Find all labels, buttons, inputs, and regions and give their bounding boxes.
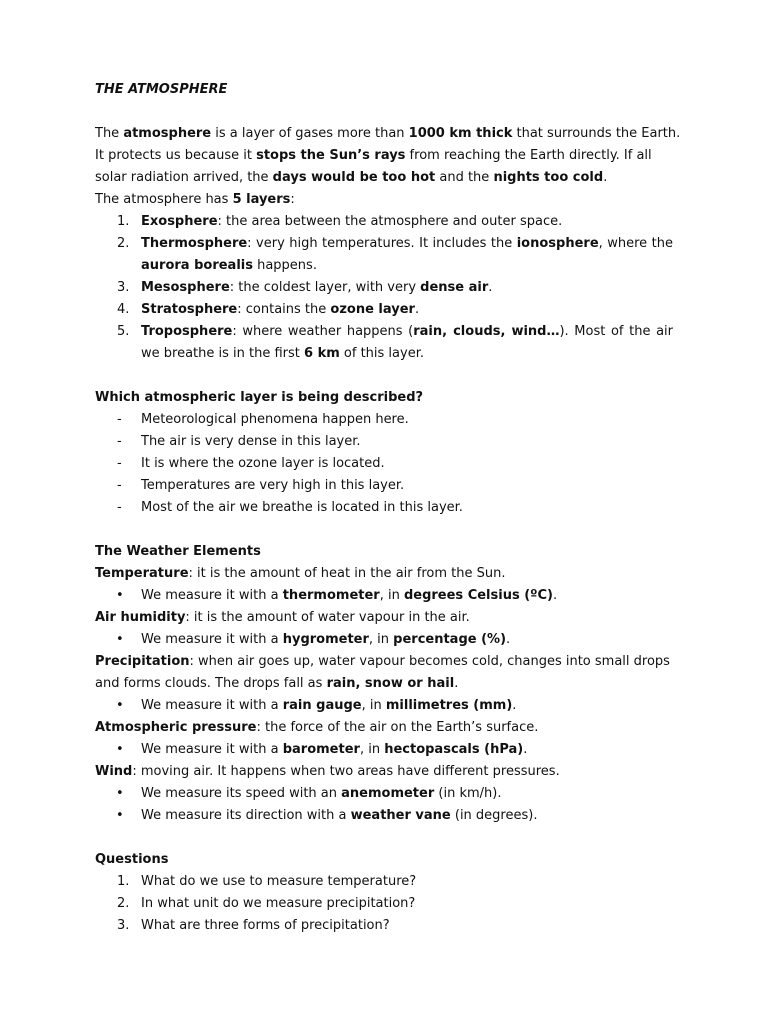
list-item: 3. What are three forms of precipitation?: [117, 918, 390, 933]
list-item: • We measure its speed with an anemometer (in km/h).: [116, 786, 502, 801]
text-run: , in: [379, 588, 404, 603]
text-run: .: [506, 632, 511, 647]
text-run: It protects us because it: [95, 148, 257, 163]
text-run: .: [523, 742, 528, 757]
list-item: 5. Troposphere: where weather happens (rain, clouds, wind…). Most of the air we breathe is in the first 6 km of this layer.: [117, 324, 674, 361]
list-item: • We measure its direction with a weather vane (in degrees).: [116, 808, 538, 823]
weather-list: [95, 563, 673, 827]
text-run: of this layer.: [339, 346, 424, 361]
page-title: THE ATMOSPHERE: [95, 82, 228, 97]
bold-term: 1000 km thick: [408, 126, 513, 141]
bold-term: degrees Celsius (ºC): [403, 588, 553, 603]
bold-term: nights too cold: [493, 170, 604, 185]
text-run: : moving air. It happens when two areas have different pressures.: [132, 764, 560, 779]
text-run: solar radiation arrived, the: [95, 170, 273, 185]
text-run: .: [603, 170, 608, 185]
weather-line: [95, 563, 673, 585]
text-run: : when air goes up, water vapour becomes cold, changes into small drops: [189, 654, 670, 669]
bold-term: ozone layer: [330, 302, 415, 317]
text-run: ). Most of the air we breathe is in the first: [141, 324, 674, 361]
text-run: : contains the: [237, 302, 331, 317]
text-run: that surrounds the Earth.: [512, 126, 681, 141]
list-item: • We measure it with a rain gauge, in millimetres (mm).: [116, 698, 517, 713]
bold-term: ionosphere: [516, 236, 599, 251]
text-run: .: [488, 280, 493, 295]
bold-term: thermometer: [282, 588, 380, 603]
list-item: • We measure it with a barometer, in hectopascals (hPa).: [116, 742, 528, 757]
bold-term: Atmospheric pressure: [95, 720, 257, 735]
text-run: from reaching the Earth directly. If all: [405, 148, 652, 163]
text-run: .: [512, 698, 517, 713]
bold-term: Precipitation: [95, 654, 190, 669]
bold-term: 5 layers: [232, 192, 291, 207]
list-item: - Temperatures are very high in this layer.: [117, 478, 405, 493]
list-item: 1. Exosphere: the area between the atmosphere and outer space.: [117, 214, 563, 229]
questions-list: [95, 871, 673, 937]
bold-term: rain, snow or hail: [326, 676, 455, 691]
weather-line: [95, 673, 673, 695]
intro-paragraph: [95, 123, 681, 211]
list-item: • We measure it with a hygrometer, in percentage (%).: [116, 632, 511, 647]
bold-term: percentage (%): [393, 632, 507, 647]
bold-term: aurora borealis: [141, 258, 253, 273]
text-run: We measure it with a: [141, 632, 283, 647]
text-run: The: [95, 126, 124, 141]
bold-term: Stratosphere: [141, 302, 238, 317]
text-run: : the force of the air on the Earth’s surface.: [256, 720, 539, 735]
list-item: - It is where the ozone layer is located.: [117, 456, 385, 471]
text-run: (in km/h).: [434, 786, 502, 801]
list-item: - Most of the air we breathe is located in this layer.: [117, 500, 463, 515]
list-item: 2. In what unit do we measure precipitation?: [117, 896, 416, 911]
intro-line: [95, 189, 673, 211]
text-run: .: [454, 676, 459, 691]
text-run: (in degrees).: [450, 808, 538, 823]
text-run: , in: [361, 698, 386, 713]
bold-term: atmosphere: [123, 126, 212, 141]
text-run: is a layer of gases more than: [211, 126, 409, 141]
text-run: : very high temperatures. It includes the: [247, 236, 517, 251]
bold-term: rain gauge: [282, 698, 362, 713]
document-content: [95, 79, 681, 937]
bold-term: Mesosphere: [141, 280, 230, 295]
bold-term: hectopascals (hPa): [384, 742, 524, 757]
text-run: We measure its direction with a: [141, 808, 351, 823]
bold-term: Thermosphere: [141, 236, 248, 251]
questions-heading: Questions: [95, 852, 169, 867]
text-run: , where the: [598, 236, 673, 251]
text-run: We measure it with a: [141, 698, 283, 713]
text-run: .: [414, 302, 420, 317]
bold-term: rain, clouds, wind…: [413, 324, 560, 339]
text-run: : the area between the atmosphere and outer space.: [217, 214, 563, 229]
bold-term: Temperature: [95, 566, 189, 581]
text-run: and the: [435, 170, 494, 185]
text-run: , in: [359, 742, 385, 757]
bold-term: barometer: [282, 742, 360, 757]
text-run: and forms clouds. The drops fall as: [95, 676, 327, 691]
text-run: We measure it with a: [141, 742, 283, 757]
bold-term: weather vane: [350, 808, 451, 823]
weather-line: [95, 761, 673, 783]
bold-term: millimetres (mm): [385, 698, 513, 713]
bold-term: hygrometer: [282, 632, 369, 647]
list-item: - The air is very dense in this layer.: [117, 434, 361, 449]
weather-line: [95, 651, 673, 673]
text-run: The atmosphere has: [95, 192, 233, 207]
bold-term: dense air: [420, 280, 489, 295]
layers-list: [95, 211, 673, 365]
text-run: :: [290, 192, 295, 207]
bold-term: Troposphere: [141, 324, 233, 339]
list-item: • We measure it with a thermometer, in degrees Celsius (ºC).: [116, 588, 558, 603]
quiz-heading: Which atmospheric layer is being described?: [95, 390, 424, 405]
list-item: 1. What do we use to measure temperature?: [117, 874, 417, 889]
bold-term: Exosphere: [141, 214, 218, 229]
intro-line: [95, 123, 681, 145]
quiz-list: [95, 409, 673, 519]
weather-line: [95, 717, 673, 739]
text-run: : it is the amount of water vapour in the air.: [185, 610, 470, 625]
list-item: 2. Thermosphere: very high temperatures. It includes the ionosphere, where the aurora borealis happens.: [117, 236, 673, 273]
text-run: , in: [368, 632, 394, 647]
bold-term: anemometer: [341, 786, 435, 801]
text-run: : the coldest layer, with very: [229, 280, 421, 295]
text-run: We measure its speed with an: [141, 786, 342, 801]
bold-term: Air humidity: [95, 610, 186, 625]
bold-term: Wind: [95, 764, 133, 779]
bold-term: days would be too hot: [272, 170, 436, 185]
list-item: 3. Mesosphere: the coldest layer, with very dense air.: [117, 280, 493, 295]
text-run: happens.: [252, 258, 317, 273]
bold-term: 6 km: [304, 346, 340, 361]
text-run: : where weather happens (: [232, 324, 414, 339]
weather-heading: The Weather Elements: [95, 544, 261, 559]
intro-line: [95, 167, 673, 189]
intro-line: [95, 145, 673, 167]
bold-term: stops the Sun’s rays: [256, 148, 406, 163]
list-item: 4. Stratosphere: contains the ozone layer.: [117, 302, 420, 317]
list-item: - Meteorological phenomena happen here.: [117, 412, 409, 427]
text-run: We measure it with a: [141, 588, 283, 603]
text-run: .: [552, 588, 558, 603]
weather-line: [95, 607, 673, 629]
text-run: : it is the amount of heat in the air from the Sun.: [188, 566, 506, 581]
